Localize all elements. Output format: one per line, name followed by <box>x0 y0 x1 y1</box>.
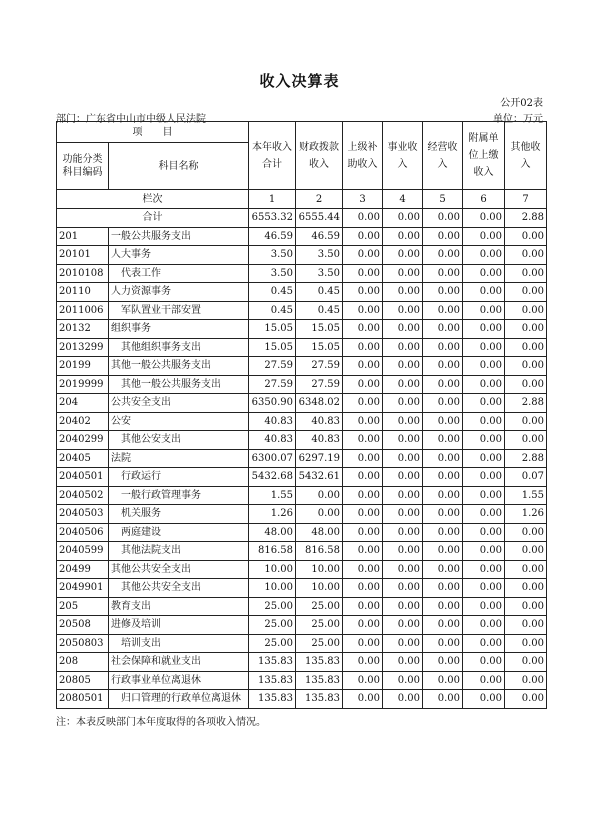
header-col-1: 本年收入合计 <box>249 122 296 190</box>
row-value: 0.00 <box>505 412 547 431</box>
row-value: 0.00 <box>343 671 383 690</box>
row-code: 2040502 <box>57 486 109 505</box>
row-value: 0.00 <box>505 690 547 709</box>
row-value: 0.00 <box>463 634 505 653</box>
row-value: 25.00 <box>249 597 296 616</box>
row-value: 0.00 <box>423 412 463 431</box>
table-row <box>57 246 547 265</box>
row-value: 3.50 <box>249 246 296 265</box>
income-table <box>56 121 547 709</box>
table-row <box>57 468 547 487</box>
row-value: 0.00 <box>383 690 423 709</box>
row-value: 0.00 <box>463 394 505 413</box>
row-value: 0.00 <box>343 449 383 468</box>
row-value: 0.00 <box>463 246 505 265</box>
row-name: 其他一般公共服务支出 <box>109 375 249 394</box>
table-row <box>57 486 547 505</box>
row-value: 27.59 <box>249 357 296 376</box>
row-code: 2013299 <box>57 338 109 357</box>
row-value: 0.00 <box>383 431 423 450</box>
row-value: 0.00 <box>505 616 547 635</box>
row-value: 0.00 <box>343 357 383 376</box>
row-value: 0.00 <box>423 634 463 653</box>
row-value: 0.00 <box>423 227 463 246</box>
row-value: 25.00 <box>249 634 296 653</box>
row-value: 0.00 <box>343 523 383 542</box>
row-value: 0.07 <box>505 468 547 487</box>
row-value: 0.00 <box>296 486 343 505</box>
row-value: 0.00 <box>383 653 423 672</box>
row-name: 机关服务 <box>109 505 249 524</box>
row-name: 一般公共服务支出 <box>109 227 249 246</box>
row-value: 0.00 <box>423 264 463 283</box>
row-value: 0.00 <box>383 283 423 302</box>
row-name: 其他一般公共服务支出 <box>109 357 249 376</box>
row-value: 1.26 <box>249 505 296 524</box>
table-row <box>57 542 547 561</box>
row-name: 公共安全支出 <box>109 394 249 413</box>
row-value: 0.00 <box>383 375 423 394</box>
row-code: 20405 <box>57 449 109 468</box>
table-row <box>57 597 547 616</box>
row-value: 25.00 <box>296 616 343 635</box>
row-code: 20110 <box>57 283 109 302</box>
row-value: 0.00 <box>383 616 423 635</box>
row-value: 0.00 <box>505 431 547 450</box>
row-code: 204 <box>57 394 109 413</box>
row-name: 人力资源事务 <box>109 283 249 302</box>
row-name: 教育支出 <box>109 597 249 616</box>
row-value: 0.00 <box>383 634 423 653</box>
row-value: 0.00 <box>343 505 383 524</box>
row-value: 0.00 <box>463 579 505 598</box>
table-row <box>57 412 547 431</box>
row-value: 0.00 <box>463 227 505 246</box>
row-value: 0.00 <box>505 653 547 672</box>
row-value: 0.00 <box>343 246 383 265</box>
row-value: 0.00 <box>505 264 547 283</box>
header-col-2: 财政拨款收入 <box>296 122 343 190</box>
header-lanci: 栏次 <box>57 190 249 209</box>
row-code: 2080501 <box>57 690 109 709</box>
table-row <box>57 671 547 690</box>
row-code: 201 <box>57 227 109 246</box>
row-value: 0.00 <box>505 246 547 265</box>
row-value: 0.00 <box>463 523 505 542</box>
row-value: 0.00 <box>383 264 423 283</box>
total-value: 6555.44 <box>296 209 343 228</box>
row-name: 其他公安支出 <box>109 431 249 450</box>
table-row <box>57 616 547 635</box>
row-code: 2011006 <box>57 301 109 320</box>
row-value: 0.00 <box>383 542 423 561</box>
row-code: 2019999 <box>57 375 109 394</box>
col-num: 2 <box>296 190 343 209</box>
row-value: 0.45 <box>296 301 343 320</box>
row-value: 135.83 <box>249 671 296 690</box>
row-value: 135.83 <box>249 690 296 709</box>
row-value: 40.83 <box>296 412 343 431</box>
row-value: 0.00 <box>383 505 423 524</box>
row-name: 两庭建设 <box>109 523 249 542</box>
row-value: 3.50 <box>249 264 296 283</box>
row-value: 135.83 <box>296 671 343 690</box>
row-value: 0.00 <box>343 431 383 450</box>
row-value: 0.00 <box>343 690 383 709</box>
col-num: 6 <box>463 190 505 209</box>
total-value: 0.00 <box>343 209 383 228</box>
row-value: 0.00 <box>423 505 463 524</box>
row-value: 0.00 <box>463 357 505 376</box>
row-value: 25.00 <box>296 597 343 616</box>
total-value: 0.00 <box>383 209 423 228</box>
row-code: 208 <box>57 653 109 672</box>
row-value: 0.00 <box>343 560 383 579</box>
row-name: 其他公共安全支出 <box>109 579 249 598</box>
row-code: 2040501 <box>57 468 109 487</box>
row-value: 0.00 <box>423 523 463 542</box>
table-row <box>57 357 547 376</box>
row-value: 0.00 <box>463 338 505 357</box>
row-value: 0.00 <box>463 597 505 616</box>
table-row <box>57 579 547 598</box>
row-value: 0.00 <box>343 486 383 505</box>
row-value: 0.00 <box>383 394 423 413</box>
row-code: 2049901 <box>57 579 109 598</box>
row-value: 0.00 <box>463 375 505 394</box>
row-value: 0.00 <box>383 320 423 339</box>
row-value: 0.45 <box>296 283 343 302</box>
row-value: 46.59 <box>296 227 343 246</box>
row-value: 0.00 <box>383 468 423 487</box>
row-value: 135.83 <box>296 653 343 672</box>
row-value: 0.00 <box>505 579 547 598</box>
row-value: 135.83 <box>296 690 343 709</box>
row-value: 0.00 <box>463 412 505 431</box>
row-value: 0.00 <box>423 283 463 302</box>
row-value: 0.00 <box>343 412 383 431</box>
row-value: 1.55 <box>505 486 547 505</box>
row-value: 5432.68 <box>249 468 296 487</box>
row-value: 0.00 <box>463 616 505 635</box>
row-value: 0.00 <box>383 523 423 542</box>
row-value: 816.58 <box>249 542 296 561</box>
page-title: 收入决算表 <box>259 72 340 90</box>
row-code: 2040299 <box>57 431 109 450</box>
row-value: 10.00 <box>249 579 296 598</box>
total-value: 2.88 <box>505 209 547 228</box>
row-value: 0.00 <box>505 320 547 339</box>
total-value: 6553.32 <box>249 209 296 228</box>
table-row <box>57 634 547 653</box>
row-value: 0.00 <box>463 653 505 672</box>
row-code: 2040503 <box>57 505 109 524</box>
row-value: 0.00 <box>505 301 547 320</box>
total-value: 0.00 <box>463 209 505 228</box>
row-value: 0.00 <box>463 283 505 302</box>
row-value: 0.00 <box>505 560 547 579</box>
row-code: 20101 <box>57 246 109 265</box>
row-value: 0.00 <box>423 468 463 487</box>
row-value: 0.00 <box>423 320 463 339</box>
row-value: 0.45 <box>249 283 296 302</box>
row-value: 0.00 <box>383 246 423 265</box>
row-value: 0.00 <box>463 301 505 320</box>
table-row <box>57 523 547 542</box>
row-value: 25.00 <box>296 634 343 653</box>
row-value: 10.00 <box>296 579 343 598</box>
table-row <box>57 320 547 339</box>
row-name: 一般行政管理事务 <box>109 486 249 505</box>
row-value: 3.50 <box>296 264 343 283</box>
row-value: 0.00 <box>343 301 383 320</box>
row-value: 0.00 <box>343 375 383 394</box>
table-row <box>57 431 547 450</box>
header-name: 科目名称 <box>109 143 249 190</box>
row-code: 20499 <box>57 560 109 579</box>
row-name: 代表工作 <box>109 264 249 283</box>
form-number: 公开02表 <box>500 98 543 109</box>
row-value: 2.88 <box>505 449 547 468</box>
row-value: 0.00 <box>463 320 505 339</box>
header-code: 功能分类科目编码 <box>57 143 109 190</box>
row-code: 205 <box>57 597 109 616</box>
row-code: 20508 <box>57 616 109 635</box>
table-row <box>57 690 547 709</box>
row-value: 0.00 <box>343 394 383 413</box>
header-col-4: 事业收入 <box>383 122 423 190</box>
row-value: 0.00 <box>463 505 505 524</box>
row-value: 10.00 <box>296 560 343 579</box>
col-num: 5 <box>423 190 463 209</box>
row-value: 0.00 <box>463 560 505 579</box>
row-value: 0.00 <box>383 671 423 690</box>
row-value: 40.83 <box>296 431 343 450</box>
row-value: 40.83 <box>249 412 296 431</box>
row-code: 20199 <box>57 357 109 376</box>
row-value: 0.00 <box>343 653 383 672</box>
row-value: 0.00 <box>463 486 505 505</box>
header-item: 项 目 <box>57 122 249 143</box>
row-code: 20805 <box>57 671 109 690</box>
row-value: 0.00 <box>423 560 463 579</box>
row-value: 0.00 <box>383 560 423 579</box>
table-row <box>57 338 547 357</box>
row-value: 27.59 <box>249 375 296 394</box>
col-num: 4 <box>383 190 423 209</box>
table-row <box>57 301 547 320</box>
row-value: 48.00 <box>249 523 296 542</box>
row-value: 0.00 <box>423 486 463 505</box>
table-row <box>57 375 547 394</box>
row-value: 0.00 <box>343 227 383 246</box>
row-value: 0.00 <box>343 616 383 635</box>
row-value: 2.88 <box>505 394 547 413</box>
row-value: 48.00 <box>296 523 343 542</box>
row-value: 0.00 <box>423 542 463 561</box>
row-name: 其他法院支出 <box>109 542 249 561</box>
row-name: 军队置业干部安置 <box>109 301 249 320</box>
row-value: 1.26 <box>505 505 547 524</box>
row-value: 0.00 <box>463 449 505 468</box>
row-value: 0.00 <box>463 690 505 709</box>
col-num: 7 <box>505 190 547 209</box>
row-value: 0.00 <box>383 357 423 376</box>
table-row <box>57 653 547 672</box>
row-value: 0.00 <box>383 227 423 246</box>
row-value: 135.83 <box>249 653 296 672</box>
row-value: 0.00 <box>343 338 383 357</box>
row-value: 40.83 <box>249 431 296 450</box>
col-num: 3 <box>343 190 383 209</box>
row-value: 3.50 <box>296 246 343 265</box>
row-value: 0.00 <box>505 634 547 653</box>
row-value: 0.00 <box>463 468 505 487</box>
row-value: 0.00 <box>383 597 423 616</box>
total-row <box>57 209 547 228</box>
header-col-7: 其他收入 <box>505 122 547 190</box>
row-name: 行政运行 <box>109 468 249 487</box>
row-value: 0.00 <box>343 283 383 302</box>
row-name: 培训支出 <box>109 634 249 653</box>
row-value: 0.00 <box>463 671 505 690</box>
row-value: 0.00 <box>423 246 463 265</box>
row-code: 2010108 <box>57 264 109 283</box>
row-code: 2050803 <box>57 634 109 653</box>
row-value: 6297.19 <box>296 449 343 468</box>
row-value: 0.00 <box>463 264 505 283</box>
row-value: 0.00 <box>423 394 463 413</box>
row-name: 其他公共安全支出 <box>109 560 249 579</box>
row-value: 15.05 <box>249 320 296 339</box>
table-row <box>57 264 547 283</box>
header-col-6: 附属单位上缴收入 <box>463 122 505 190</box>
row-name: 归口管理的行政单位离退休 <box>109 690 249 709</box>
row-value: 0.00 <box>423 375 463 394</box>
row-value: 816.58 <box>296 542 343 561</box>
row-value: 0.00 <box>423 449 463 468</box>
row-value: 0.00 <box>505 523 547 542</box>
row-code: 2040506 <box>57 523 109 542</box>
header-col-5: 经营收入 <box>423 122 463 190</box>
row-value: 6300.07 <box>249 449 296 468</box>
row-value: 0.00 <box>343 468 383 487</box>
row-value: 27.59 <box>296 357 343 376</box>
row-code: 20132 <box>57 320 109 339</box>
row-value: 6348.02 <box>296 394 343 413</box>
row-name: 社会保障和就业支出 <box>109 653 249 672</box>
row-value: 0.00 <box>423 690 463 709</box>
unit-label: 单位：万元 <box>493 114 543 125</box>
row-value: 15.05 <box>296 338 343 357</box>
row-name: 行政事业单位离退休 <box>109 671 249 690</box>
row-value: 0.00 <box>343 597 383 616</box>
row-value: 46.59 <box>249 227 296 246</box>
department-label: 部门：广东省中山市中级人民法院 <box>56 114 206 125</box>
row-value: 0.00 <box>343 634 383 653</box>
row-value: 0.00 <box>343 320 383 339</box>
row-value: 0.00 <box>463 542 505 561</box>
row-value: 0.00 <box>463 431 505 450</box>
row-value: 0.00 <box>505 671 547 690</box>
row-value: 0.00 <box>383 486 423 505</box>
table-row <box>57 505 547 524</box>
row-name: 进修及培训 <box>109 616 249 635</box>
row-value: 0.00 <box>383 579 423 598</box>
header-col-3: 上级补助收入 <box>343 122 383 190</box>
row-value: 0.00 <box>423 616 463 635</box>
row-name: 公安 <box>109 412 249 431</box>
row-value: 0.00 <box>383 412 423 431</box>
row-value: 27.59 <box>296 375 343 394</box>
row-name: 人大事务 <box>109 246 249 265</box>
row-value: 0.00 <box>505 227 547 246</box>
footnote: 注：本表反映部门本年度取得的各项收入情况。 <box>56 717 266 728</box>
table-row <box>57 283 547 302</box>
row-value: 0.00 <box>343 264 383 283</box>
table-row <box>57 227 547 246</box>
row-name: 组织事务 <box>109 320 249 339</box>
row-value: 0.00 <box>423 597 463 616</box>
row-code: 20402 <box>57 412 109 431</box>
row-value: 0.00 <box>423 301 463 320</box>
row-value: 5432.61 <box>296 468 343 487</box>
col-num: 1 <box>249 190 296 209</box>
table-row <box>57 449 547 468</box>
row-value: 0.00 <box>423 338 463 357</box>
row-value: 0.00 <box>383 301 423 320</box>
total-value: 0.00 <box>423 209 463 228</box>
row-value: 6350.90 <box>249 394 296 413</box>
table-row <box>57 560 547 579</box>
row-value: 0.00 <box>383 338 423 357</box>
total-label: 合计 <box>57 209 249 228</box>
row-value: 0.00 <box>343 542 383 561</box>
row-value: 0.00 <box>343 579 383 598</box>
row-value: 0.00 <box>383 449 423 468</box>
row-value: 0.00 <box>505 375 547 394</box>
row-value: 0.00 <box>505 283 547 302</box>
row-value: 0.00 <box>296 505 343 524</box>
row-value: 10.00 <box>249 560 296 579</box>
row-value: 0.00 <box>423 357 463 376</box>
table-row <box>57 394 547 413</box>
row-value: 15.05 <box>296 320 343 339</box>
row-value: 15.05 <box>249 338 296 357</box>
row-name: 法院 <box>109 449 249 468</box>
row-value: 25.00 <box>249 616 296 635</box>
row-value: 0.00 <box>423 579 463 598</box>
row-value: 0.00 <box>423 671 463 690</box>
row-code: 2040599 <box>57 542 109 561</box>
row-value: 0.00 <box>505 597 547 616</box>
row-name: 其他组织事务支出 <box>109 338 249 357</box>
row-value: 0.00 <box>505 338 547 357</box>
row-value: 0.45 <box>249 301 296 320</box>
row-value: 0.00 <box>505 357 547 376</box>
row-value: 0.00 <box>423 431 463 450</box>
row-value: 0.00 <box>423 653 463 672</box>
row-value: 0.00 <box>505 542 547 561</box>
row-value: 1.55 <box>249 486 296 505</box>
